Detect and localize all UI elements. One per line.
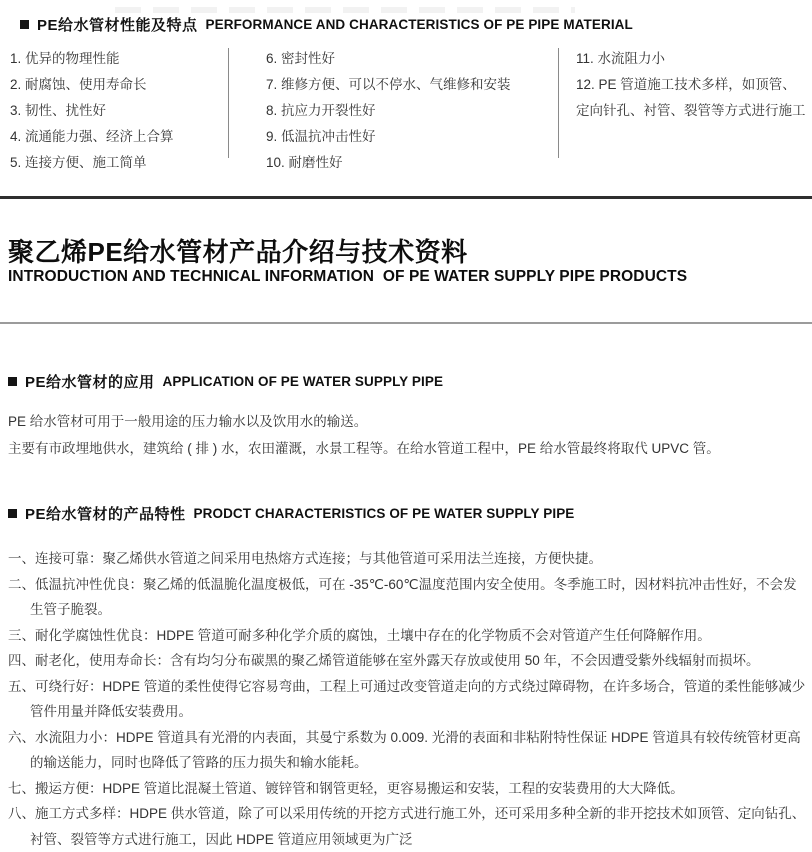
- feature-item: 12. PE 管道施工技术多样，如顶管、定向针孔、衬管、裂管等方式进行施工: [576, 77, 806, 118]
- column-divider: [558, 48, 559, 158]
- feature-item: 5. 连接方便、施工简单: [10, 155, 147, 170]
- characteristic-item: 二、低温抗冲性优良：聚乙烯的低温脆化温度极低，可在 -35℃-60℃温度范围内安全使用。冬季施工时，因材料抗冲击性好，不会发生管子脆裂。: [8, 576, 797, 617]
- feature-item: 10. 耐磨性好: [266, 155, 343, 170]
- page-title-en: INTRODUCTION AND TECHNICAL INFORMATION OF PE WATER SUPPLY PIPE PRODUCTS: [8, 268, 688, 285]
- features-title-zh: PE给水管材性能及特点: [37, 17, 198, 34]
- feature-item: 9. 低温抗冲击性好: [266, 129, 376, 144]
- characteristic-item: 七、搬运方便：HDPE 管道比混凝土管道、镀锌管和钢管更轻，更容易搬运和安装，工程的安装费用的大大降低。: [8, 780, 684, 796]
- application-section-header: [8, 371, 443, 392]
- features-column-1: [10, 46, 225, 176]
- cropped-text-ghost: [115, 7, 575, 13]
- characteristic-item: 八、施工方式多样：HDPE 供水管道，除了可以采用传统的开挖方式进行施工外，还可采用多种全新的非开挖技术如顶管、定向钻孔、衬管、裂管等方式进行施工，因此 HDPE 管道应用领域更为广泛: [8, 806, 806, 847]
- features-title-en: PERFORMANCE AND CHARACTERISTICS OF PE PIPE MATERIAL: [205, 17, 633, 32]
- page-title-zh: 聚乙烯PE给水管材产品介绍与技术资料: [8, 237, 468, 267]
- square-bullet-icon: [8, 377, 17, 386]
- application-paragraph: 主要有市政埋地供水，建筑给 ( 排 ) 水，农田灌溉，水景工程等。在给水管道工程中，PE 给水管最终将取代 UPVC 管。: [8, 441, 720, 456]
- features-column-3: [576, 46, 808, 124]
- characteristic-item: 三、耐化学腐蚀性优良：HDPE 管道可耐多种化学介质的腐蚀，土壤中存在的化学物质不会对管道产生任何降解作用。: [8, 627, 711, 643]
- characteristics-section-header: [8, 503, 574, 524]
- feature-item: 8. 抗应力开裂性好: [266, 103, 376, 118]
- horizontal-rule-gray: [0, 322, 812, 324]
- square-bullet-icon: [20, 20, 29, 29]
- features-column-2: [266, 46, 556, 176]
- characteristics-list: [8, 546, 808, 852]
- application-paragraph: PE 给水管材可用于一般用途的压力输水以及饮用水的输送。: [8, 414, 368, 429]
- features-section-header: [20, 14, 633, 35]
- characteristic-item: 四、耐老化，使用寿命长：含有均匀分布碳黑的聚乙烯管道能够在室外露天存放或使用 50 年，不会因遭受紫外线辐射而损坏。: [8, 653, 760, 668]
- application-title-en: APPLICATION OF PE WATER SUPPLY PIPE: [162, 374, 444, 389]
- feature-item: 2. 耐腐蚀、使用寿命长: [10, 77, 147, 92]
- feature-item: 7. 维修方便、可以不停水、气维修和安装: [266, 77, 511, 92]
- characteristic-item: 一、连接可靠：聚乙烯供水管道之间采用电热熔方式连接；与其他管道可采用法兰连接，方便快捷。: [8, 551, 602, 566]
- characteristic-item: 五、可绕行好：HDPE 管道的柔性使得它容易弯曲，工程上可通过改变管道走向的方式绕过障碍物，在许多场合，管道的柔性能够减少管件用量并降低安装费用。: [8, 678, 806, 719]
- characteristic-item: 六、水流阻力小：HDPE 管道具有光滑的内表面，其曼宁系数为 0.009. 光滑的表面和非粘附特性保证 HDPE 管道具有较传统管材更高的输送能力，同时也降低了管路的压力损失和输水能耗。: [8, 729, 801, 770]
- feature-item: 6. 密封性好: [266, 51, 336, 66]
- square-bullet-icon: [8, 509, 17, 518]
- feature-item: 11. 水流阻力小: [576, 51, 666, 66]
- feature-item: 3. 韧性、扰性好: [10, 103, 107, 118]
- application-title-zh: PE给水管材的应用: [25, 374, 155, 391]
- characteristics-title-zh: PE给水管材的产品特性: [25, 506, 186, 523]
- feature-item: 4. 流通能力强、经济上合算: [10, 129, 174, 144]
- characteristics-title-en: PRODCT CHARACTERISTICS OF PE WATER SUPPLY PIPE: [193, 506, 575, 521]
- horizontal-rule-dark: [0, 196, 812, 199]
- column-divider: [228, 48, 229, 158]
- feature-item: 1. 优异的物理性能: [10, 51, 120, 66]
